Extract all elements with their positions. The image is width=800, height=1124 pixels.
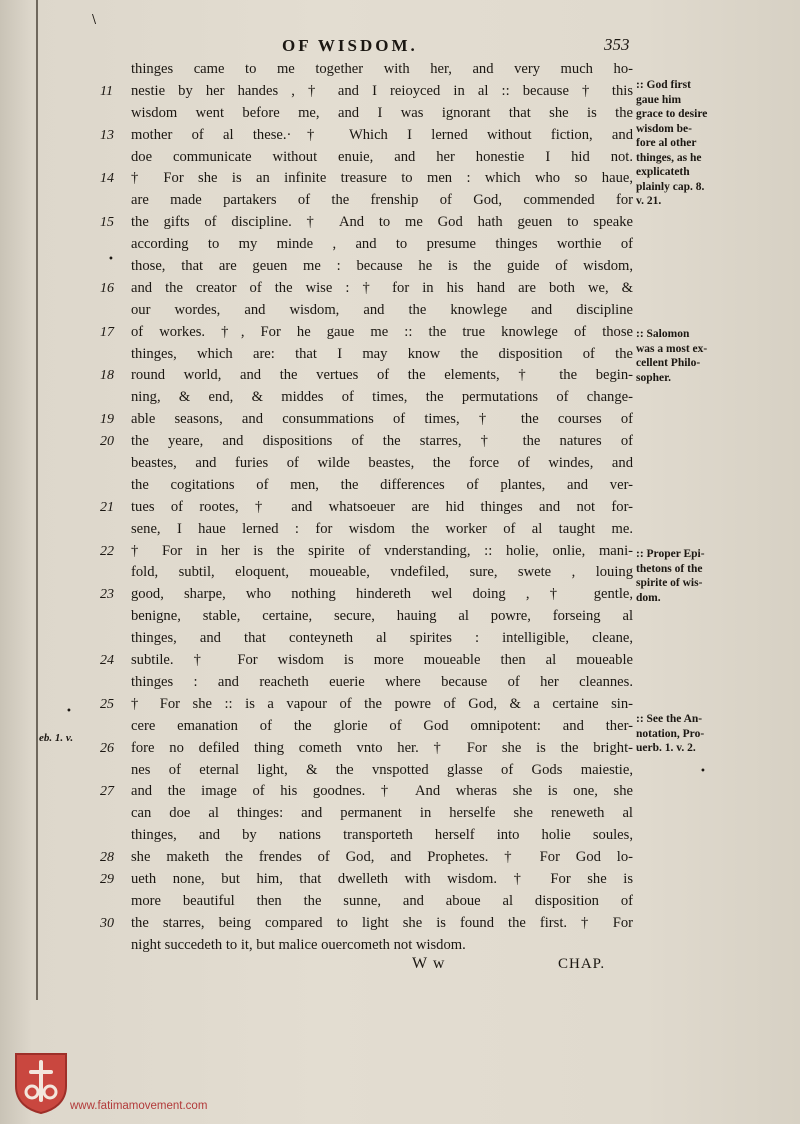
line-text: † For she is an infinite treasure to men : which who so haue, <box>131 170 633 187</box>
line-text: subtile. † For wisdom is more moueable then al moueable <box>131 652 633 669</box>
line-text: thinges came to me together with her, and very much ho- <box>131 61 633 77</box>
margin-note-line: thetons of the <box>636 562 703 575</box>
verse-number: 18 <box>100 368 114 384</box>
verse-number: 24 <box>100 653 114 669</box>
line-text: † For in her is the spirite of vnderstanding, :: holie, onlie, mani- <box>131 542 633 559</box>
line-text: round world, and the vertues of the elements, † the begin- <box>131 367 633 384</box>
text-line <box>0 519 800 541</box>
line-text: night succedeth to it, but malice ouercometh not wisdom. <box>131 936 466 953</box>
margin-note-line: :: Proper Epi- <box>636 548 705 560</box>
margin-note-line: plainly cap. 8. <box>636 180 705 193</box>
text-line <box>0 278 800 300</box>
line-text: the gifts of discipline. † And to me God hath geuen to speake <box>131 214 633 231</box>
margin-note-line: sopher. <box>636 371 672 384</box>
margin-note-line: grace to desire <box>636 108 708 120</box>
text-line <box>0 234 800 256</box>
ink-dot: • <box>700 766 706 777</box>
margin-note-line: spirite of wis- <box>636 577 703 589</box>
signature-mark: W w <box>412 955 446 972</box>
line-text: wisdom went before me, and I was ignorant that she is the <box>131 104 633 121</box>
line-text: ueth none, but him, that dwelleth with wisdom. † For she is <box>131 870 633 887</box>
verse-number: 26 <box>100 740 114 756</box>
margin-note-line: thinges, as he <box>636 151 702 164</box>
margin-note-line: notation, Pro- <box>636 727 705 740</box>
text-line <box>0 672 800 694</box>
text-line <box>0 475 800 497</box>
ink-dot: • <box>108 254 114 265</box>
verse-number: 19 <box>100 412 114 428</box>
line-text: our wordes, and wisdom, and the knowlege and discipline <box>131 301 633 318</box>
verse-number: 21 <box>100 499 114 515</box>
text-line <box>0 409 800 431</box>
line-text: able seasons, and consummations of times, † the courses of <box>131 411 633 428</box>
line-text: thinges, and by nations transporteth herself into holie soules, <box>131 827 633 844</box>
line-text: the yeare, and dispositions of the starres, † the natures of <box>131 433 633 450</box>
text-line <box>0 825 800 847</box>
margin-note-proper-epithetons <box>636 547 746 605</box>
line-text: according to my minde , and to presume thinges worthie of <box>131 236 633 253</box>
text-line <box>0 869 800 891</box>
line-text: ning, & end, & middes of times, the permutations of change- <box>131 389 633 406</box>
verse-number: 29 <box>100 871 114 887</box>
watermark-url: www.fatimamovement.com <box>70 1100 208 1112</box>
line-text: the cogitations of men, the differences of plantes, and ver- <box>131 476 633 493</box>
text-line <box>0 935 800 957</box>
text-line <box>0 781 800 803</box>
line-text: fore no defiled thing cometh vnto her. † For she is the bright- <box>131 739 633 756</box>
line-text: of workes. †, For he gaue me :: the true knowlege of those <box>131 323 633 340</box>
left-margin-reference: eb. 1. v. <box>39 732 74 744</box>
line-text: fold, subtil, eloquent, moueable, vndefiled, sure, swete , louing <box>131 564 633 581</box>
line-text: and the creator of the wise : † for in his hand are both we, & <box>131 279 633 296</box>
margin-note-line: gaue him <box>636 93 682 106</box>
shield-logo-icon <box>14 1052 68 1114</box>
line-text: † For she :: is a vapour of the powre of God, & a certaine sin- <box>131 695 633 712</box>
margin-note-line: was a most ex- <box>636 342 708 355</box>
verse-number: 25 <box>100 696 114 712</box>
verse-number: 22 <box>100 543 114 559</box>
margin-note-line: dom. <box>636 591 661 604</box>
line-text: are made partakers of the frenship of God, commended for <box>131 192 633 209</box>
line-text: cere emanation of the glorie of God omnipotent: and ther- <box>131 717 633 734</box>
catchword: CHAP. <box>558 956 606 972</box>
line-text: can doe al thinges: and permanent in herselfe she reneweth al <box>131 805 633 822</box>
verse-number: 11 <box>100 83 113 99</box>
line-text: she maketh the frendes of God, and Prophetes. † For God lo- <box>131 849 633 866</box>
running-title: OF WISDOM. <box>282 36 418 55</box>
text-line <box>0 803 800 825</box>
text-line <box>0 300 800 322</box>
text-line <box>0 628 800 650</box>
ink-dot: • <box>66 706 72 717</box>
verse-number: 15 <box>100 215 114 231</box>
line-text: mother of al these.·† Which I lerned without fiction, and <box>131 126 633 143</box>
line-text: sene, I haue lerned : for wisdom the worker of al taught me. <box>131 520 633 537</box>
text-line <box>0 212 800 234</box>
line-text: beastes, and furies of wilde beastes, the force of windes, and <box>131 455 633 472</box>
margin-note-line: :: See the An- <box>636 713 703 725</box>
running-head <box>0 36 800 60</box>
verse-number: 16 <box>100 280 114 296</box>
verse-number: 27 <box>100 784 114 800</box>
margin-note-line: :: Salomon <box>636 328 690 340</box>
text-line <box>0 760 800 782</box>
line-text: more beautiful then the sunne, and aboue al disposition of <box>131 892 633 909</box>
margin-note-line: wisdom be- <box>636 122 692 135</box>
line-text: doe communicate without enuie, and her honestie I hid not. <box>131 148 633 165</box>
margin-note-line: v. 21. <box>636 195 662 207</box>
text-line <box>0 497 800 519</box>
margin-note-line: :: God first <box>636 79 691 91</box>
line-text: good, sharpe, who nothing hindereth wel doing , † gentle, <box>131 586 633 603</box>
text-line <box>0 847 800 869</box>
margin-note-line: explicateth <box>636 166 690 178</box>
line-text: the starres, being compared to light she is found the first. † For <box>131 914 633 931</box>
line-text: nestie by her handes , † and I reioyced in al :: because † this <box>131 82 633 99</box>
text-line <box>0 606 800 628</box>
margin-note-salomon <box>636 327 746 385</box>
margin-note-see-annotation <box>636 712 746 756</box>
verse-number: 13 <box>100 127 114 143</box>
text-line <box>0 453 800 475</box>
line-text: benigne, stable, certaine, secure, hauing al powre, forseing al <box>131 608 633 625</box>
verse-number: 30 <box>100 915 114 931</box>
tick-mark: \ <box>92 12 97 26</box>
verse-number: 14 <box>100 171 114 187</box>
page-number: 353 <box>604 35 630 54</box>
margin-note-line: cellent Philo- <box>636 357 701 369</box>
text-line <box>0 256 800 278</box>
line-text: tues of rootes, † and whatsoeuer are hid thinges and not for- <box>131 498 633 515</box>
text-line <box>0 431 800 453</box>
line-text: thinges, which are: that I may know the disposition of the <box>131 345 633 362</box>
verse-number: 23 <box>100 587 114 603</box>
text-line <box>0 387 800 409</box>
margin-note-line: uerb. 1. v. 2. <box>636 742 696 754</box>
line-text: thinges : and reacheth euerie where because of her cleannes. <box>131 673 633 690</box>
text-line <box>0 913 800 935</box>
line-text: nes of eternal light, & the vnspotted glasse of Gods maiestie, <box>131 761 633 778</box>
margin-note-line: fore al other <box>636 137 697 149</box>
verse-number: 28 <box>100 850 114 866</box>
line-text: and the image of his goodnes. † And wheras she is one, she <box>131 783 633 800</box>
text-line <box>0 891 800 913</box>
line-text: those, that are geuen me : because he is the guide of wisdom, <box>131 258 633 275</box>
verse-number: 20 <box>100 434 114 450</box>
verse-number: 17 <box>100 324 114 340</box>
margin-note-god-first <box>636 78 746 209</box>
text-line <box>0 650 800 672</box>
line-text: thinges, and that conteyneth al spirites : intelligible, cleane, <box>131 630 633 647</box>
